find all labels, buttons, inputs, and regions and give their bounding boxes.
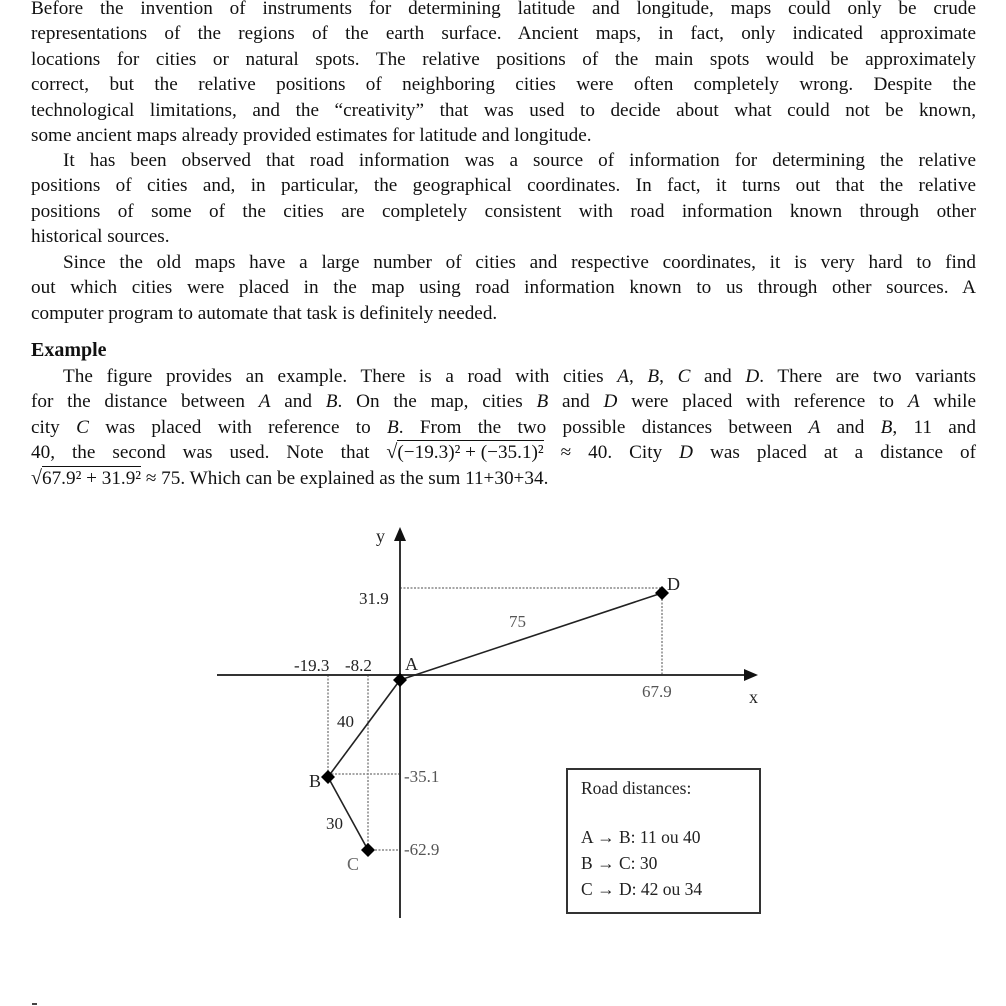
legend-row-bc: B → C: 30: [581, 853, 658, 873]
text-line: technological limitations, and the “creativity” that was used to decide about what could not be known,: [31, 99, 976, 121]
footnote-mark: [32, 1003, 37, 1005]
tick-x-67-9: 67.9: [642, 682, 672, 701]
segment-label-AD: 75: [509, 612, 526, 631]
point-label-C: C: [347, 854, 360, 874]
x-axis-label: x: [749, 687, 758, 707]
text-line: computer program to automate that task is definitely needed.: [31, 302, 498, 324]
text-line: historical sources.: [31, 226, 170, 248]
y-axis-arrow-icon: [394, 527, 406, 541]
segment-AD: [400, 593, 662, 680]
y-axis-label: y: [376, 526, 385, 546]
text-line: √67.9² + 31.9² ≈ 75. Which can be explained as the sum 11+30+34.: [31, 466, 976, 491]
segment-label-BC: 30: [326, 814, 343, 833]
text-line: positions of some of the cities are completely consistent with road information known through other: [31, 200, 976, 222]
text-line: locations for cities or natural spots. The relative positions of the main spots would be approximately: [31, 48, 976, 70]
road-distances-legend: [566, 768, 761, 914]
text-line: city C was placed with reference to B. From the two possible distances between A and B, 11 and: [31, 416, 976, 438]
text-line: positions of cities and, in particular, the geographical coordinates. In fact, it turns out that the relative: [31, 175, 976, 197]
point-B-icon: [321, 770, 335, 784]
text-line: It has been observed that road information was a source of information for determining the relative: [63, 150, 976, 171]
arrow-right-icon: →: [597, 827, 615, 847]
text-line: for the distance between A and B. On the map, cities B and D were placed with reference to A while: [31, 391, 976, 413]
text-line: Since the old maps have a large number of cities and respective coordinates, it is very hard to find: [63, 252, 976, 273]
point-label-B: B: [309, 771, 322, 791]
tick-x-neg-19-3: -19.3: [294, 656, 330, 675]
legend-title: Road distances:: [581, 778, 692, 798]
text-line: correct, but the relative positions of neighboring cities were often completely wrong. Despite the: [31, 74, 976, 96]
text-line: The figure provides an example. There is a road with cities A, B, C and D. There are two variants: [63, 366, 976, 387]
text-line: out which cities were placed in the map using road information known to us through other sources. A: [31, 277, 976, 299]
segment-label-AB: 40: [337, 712, 354, 731]
sqrt-expression-ad: √67.9² + 31.9²: [31, 466, 142, 489]
arrow-right-icon: →: [597, 879, 615, 899]
x-axis-arrow-icon: [744, 669, 758, 681]
tick-y-neg-35-1: -35.1: [404, 767, 440, 786]
tick-x-neg-8-2: -8.2: [345, 656, 372, 675]
point-C-icon: [361, 843, 375, 857]
text-line: 40, the second was used. Note that √(−19.3)² + (−35.1)² ≈ 40. City D was placed at a distance of: [31, 440, 976, 465]
text-line: Before the invention of instruments for determining latitude and longitude, maps could only be crude: [31, 0, 976, 19]
point-label-D: D: [667, 574, 680, 594]
point-label-A: A: [405, 654, 418, 674]
legend-row-ab: A → B: 11 ou 40: [581, 827, 701, 847]
tick-y-neg-62-9: -62.9: [404, 840, 440, 859]
text-line: some ancient maps already provided estimates for latitude and longitude.: [31, 124, 592, 146]
legend-row-cd: C → D: 42 ou 34: [581, 879, 703, 899]
example-heading: Example: [31, 339, 107, 361]
text-line: representations of the regions of the earth surface. Ancient maps, in fact, only indicated approximate: [31, 23, 976, 45]
tick-y-31-9: 31.9: [359, 589, 389, 608]
arrow-right-icon: →: [597, 853, 615, 873]
sqrt-expression-ab: √(−19.3)² + (−35.1)²: [386, 441, 544, 464]
